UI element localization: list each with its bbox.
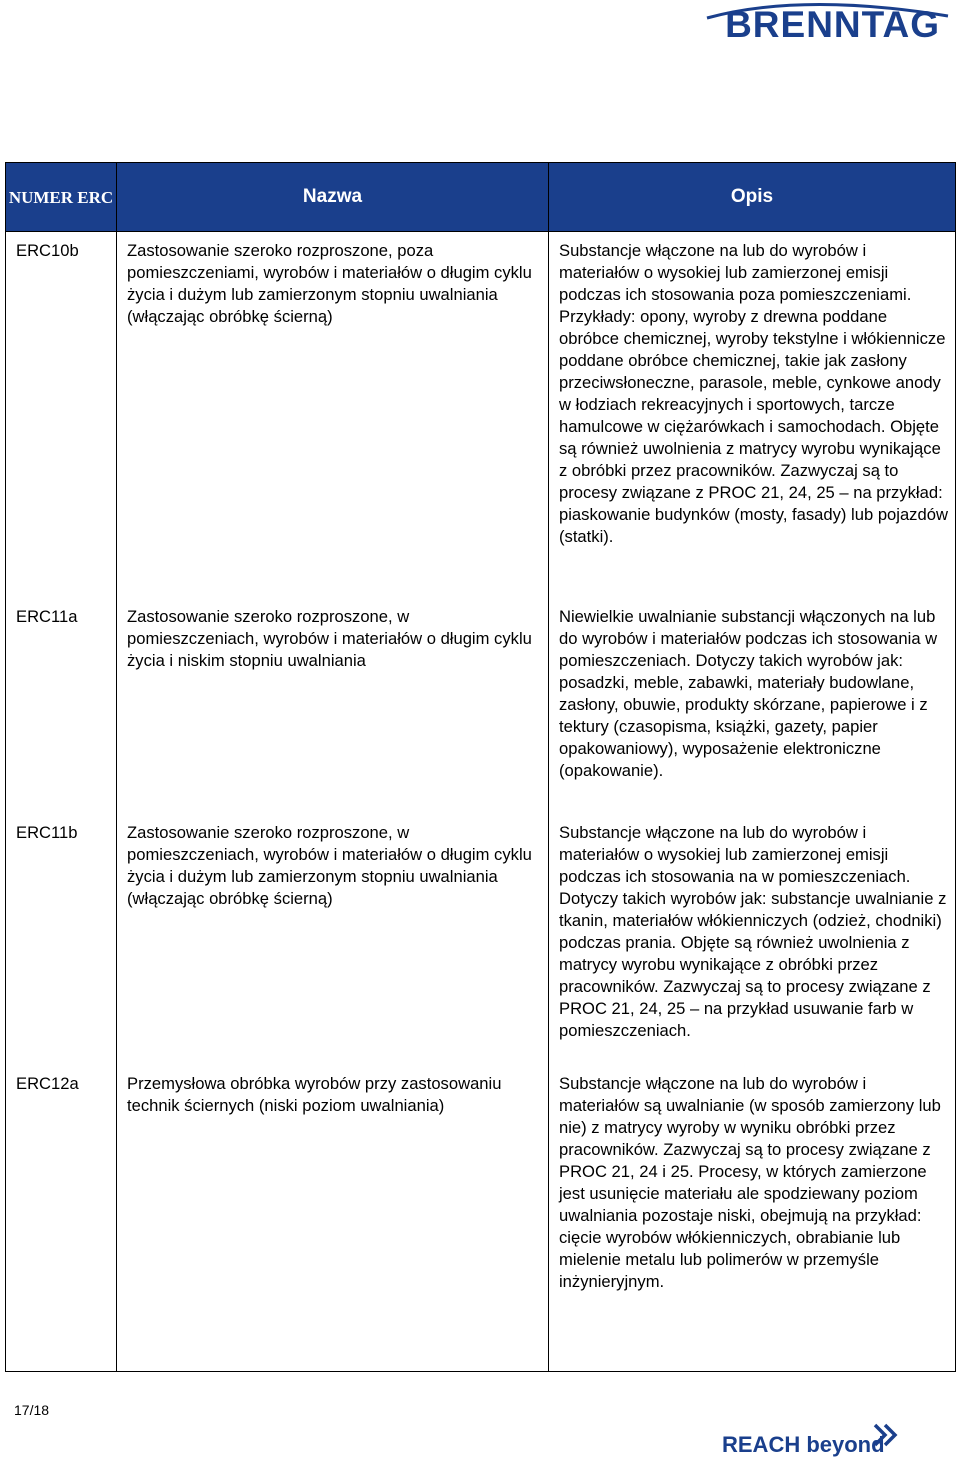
- table-row: [6, 1065, 956, 1372]
- table-header-row: [6, 163, 956, 232]
- table-row: [6, 232, 956, 599]
- row-num: ERC12a: [6, 1065, 117, 1372]
- page-number: 17/18: [14, 1402, 50, 1418]
- column-header-desc: Opis: [549, 163, 956, 232]
- table-row: [6, 598, 956, 814]
- erc-table: [5, 162, 956, 1372]
- row-desc: Niewielkie uwalnianie substancji włączonych na lub do wyrobów i materiałów podczas ich stosowania w pomieszczeniach. Dotyczy takich wyrobów jak: posadzki, meble, zabawki, materiały budowlane, zasłony, obuwie, produkty skórzane, papierowe i z tektury (czasopisma, książki, gazety, papier opakowaniowy), wyposażenie elektroniczne (opakowanie).: [549, 598, 956, 814]
- row-name: Zastosowanie szeroko rozproszone, w pomieszczeniach, wyrobów i materiałów o długim cyklu życia i niskim stopniu uwalniania: [117, 598, 549, 814]
- row-desc: Substancje włączone na lub do wyrobów i materiałów o wysokiej lub zamierzonej emisji podczas ich stosowania na w pomieszczeniach. Dotyczy takich wyrobów jak: substancje uwalnianie z tkanin, materiałów włókienniczych (odzież, chodniki) podczas prania. Objęte są również uwolnienia z matrycy wyrobu wynikające z obróbki przez pracowników. Zazwyczaj są to procesy związane z PROC 21, 24, 25 – na przykład usuwanie farb w pomieszczeniach.: [549, 814, 956, 1065]
- column-header-num: NUMER ERC: [6, 163, 117, 232]
- reach-beyond-logo: [722, 1420, 902, 1460]
- column-header-name: Nazwa: [117, 163, 549, 232]
- logo-text: BRENNTAG: [725, 4, 940, 45]
- row-desc: Substancje włączone na lub do wyrobów i materiałów są uwalnianie (w sposób zamierzony lub nie) z matrycy wyroby w wyniku obróbki przez pracowników. Zazwyczaj są to procesy związane z PROC 21, 24 i 25. Procesy, w których zamierzone jest usunięcie materiału ale spodziewany poziom uwalniania pozostaje niski, obejmują na przykład: cięcie wyrobów włókienniczych, obrabianie lub mielenie metalu lub polimerów w przemyśle inżynieryjnym.: [549, 1065, 956, 1372]
- row-num: ERC10b: [6, 232, 117, 599]
- row-name: Przemysłowa obróbka wyrobów przy zastosowaniu technik ściernych (niski poziom uwalniania): [117, 1065, 549, 1372]
- table-row: [6, 814, 956, 1065]
- row-num: ERC11a: [6, 598, 117, 814]
- row-name: Zastosowanie szeroko rozproszone, w pomieszczeniach, wyrobów i materiałów o długim cyklu życia i dużym lub zamierzonym stopniu uwalniania (włączając obróbkę ścierną): [117, 814, 549, 1065]
- row-name: Zastosowanie szeroko rozproszone, poza pomieszczeniami, wyrobów i materiałów o długim cyklu życia i dużym lub zamierzonym stopniu uwalniania (włączając obróbkę ścierną): [117, 232, 549, 599]
- reach-logo-text: REACH beyond: [722, 1432, 885, 1457]
- row-num: ERC11b: [6, 814, 117, 1065]
- brenntag-logo: [652, 2, 952, 50]
- row-desc: Substancje włączone na lub do wyrobów i materiałów o wysokiej lub zamierzonej emisji podczas ich stosowania poza pomieszczeniami. Przykłady: opony, wyroby z drewna poddane obróbce chemicznej, wyroby tekstylne i włókiennicze poddane obróbce chemicznej, takie jak zasłony przeciwsłoneczne, parasole, meble, cynkowe anody w łodziach rekreacyjnych i sportowych, tarcze hamulcowe w ciężarówkach i samochodach. Objęte są również uwolnienia z matrycy wyrobu wynikające z obróbki przez pracowników. Zazwyczaj są to procesy związane z PROC 21, 24, 25 – na przykład: piaskowanie budynków (mosty, fasady) lub pojazdów (statki).: [549, 232, 956, 599]
- chevron-right-icon: [872, 1422, 900, 1448]
